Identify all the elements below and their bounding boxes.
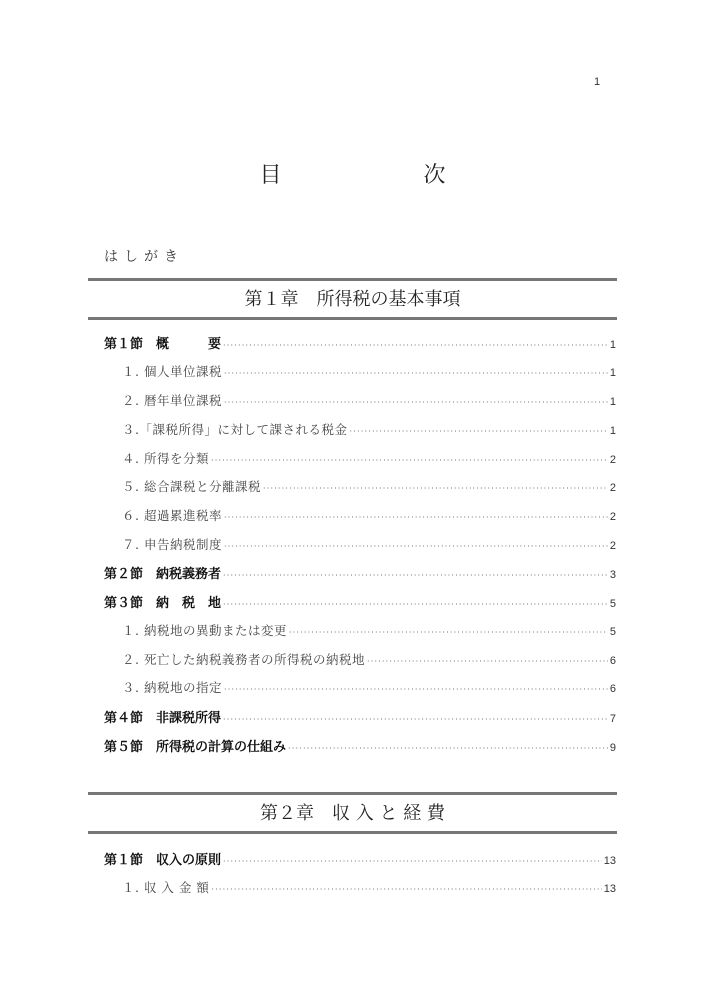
toc-entry[interactable] — [122, 506, 616, 528]
dot-leader — [224, 685, 608, 694]
dot-leader — [224, 542, 608, 551]
dot-leader — [211, 885, 601, 894]
toc-entry-label: １. 納税地の異動または変更 — [122, 623, 287, 638]
toc-entry-page: 7 — [609, 713, 616, 725]
toc-title-text: 目 次 — [259, 163, 506, 188]
toc-entry-label: 第４節 非課税所得 — [104, 711, 222, 726]
toc-entry-label: 第５節 所得税の計算の仕組み — [104, 740, 287, 755]
toc-entry-page: 3 — [609, 569, 616, 581]
toc-entry-label: ６. 超過累進税率 — [122, 508, 222, 523]
chapter-2-heading — [88, 792, 617, 834]
toc-entry-page: 5 — [609, 626, 616, 638]
preface-link[interactable]: はしがき — [104, 249, 184, 265]
toc-entry-page: 5 — [609, 598, 616, 610]
toc-entry-page: 1 — [609, 367, 616, 379]
toc-entry[interactable] — [122, 621, 616, 643]
dot-leader — [349, 427, 607, 436]
toc-entry-page: 2 — [609, 454, 616, 466]
toc-entry[interactable] — [104, 563, 616, 585]
toc-entry-page: 13 — [603, 855, 616, 867]
dot-leader — [224, 398, 608, 407]
dot-leader — [223, 341, 608, 350]
toc-entry-label: 第１節 収入の原則 — [104, 853, 222, 868]
toc-entry-label: １. 個人単位課税 — [122, 364, 222, 379]
toc-entry-label: 第３節 納 税 地 — [104, 596, 222, 611]
toc-entry-page: 2 — [609, 511, 616, 523]
chapter-1-heading-text: 第１章 所得税の基本事項 — [244, 289, 461, 310]
dot-leader — [367, 657, 608, 666]
toc-entry-label: ３. 納税地の指定 — [122, 680, 222, 695]
toc-entry-label: 第２節 納税義務者 — [104, 567, 222, 582]
toc-entry-label: ２. 暦年単位課税 — [122, 393, 222, 408]
toc-entry-page: 1 — [609, 339, 616, 351]
toc-entry[interactable] — [104, 592, 616, 614]
toc-entry[interactable] — [122, 391, 616, 413]
dot-leader — [289, 628, 608, 637]
toc-entry-label: ２. 死亡した納税義務者の所得税の納税地 — [122, 652, 365, 667]
toc-entry[interactable] — [104, 333, 616, 355]
dot-leader — [223, 600, 608, 609]
dot-leader — [288, 744, 608, 753]
toc-title — [0, 158, 705, 189]
page-number: 1 — [594, 76, 601, 88]
toc-entry[interactable] — [122, 650, 616, 672]
dot-leader — [224, 369, 608, 378]
toc-entry[interactable] — [104, 849, 616, 871]
toc-entry-label: ４. 所得を分類 — [122, 451, 209, 466]
toc-entry[interactable] — [122, 878, 616, 900]
toc-entry-label: ５. 総合課税と分離課税 — [122, 479, 261, 494]
toc-entry[interactable] — [122, 420, 616, 442]
dot-leader — [211, 456, 608, 465]
dot-leader — [223, 715, 608, 724]
toc-entry-page: 1 — [609, 425, 616, 437]
toc-entry[interactable] — [122, 678, 616, 700]
dot-leader — [263, 484, 608, 493]
toc-entry[interactable] — [122, 477, 616, 499]
toc-entry-page: 13 — [603, 883, 616, 895]
toc-entry-page: 9 — [609, 742, 616, 754]
chapter-1-heading — [88, 278, 617, 320]
toc-entry[interactable] — [122, 362, 616, 384]
toc-entry[interactable] — [122, 535, 616, 557]
toc-entry-label: 第１節 概 要 — [104, 337, 222, 352]
toc-entry-page: 2 — [609, 540, 616, 552]
dot-leader — [224, 513, 608, 522]
dot-leader — [223, 571, 608, 580]
toc-entry[interactable] — [104, 736, 616, 758]
chapter-2-heading-text: 第２章 収 入 と 経 費 — [260, 803, 445, 824]
toc-entry-page: 6 — [609, 655, 616, 667]
toc-entry-page: 1 — [609, 396, 616, 408]
toc-entry-page: 6 — [609, 683, 616, 695]
toc-entry[interactable] — [104, 707, 616, 729]
toc-entry-label: ３.「課税所得」に対して課される税金 — [122, 422, 348, 437]
dot-leader — [223, 857, 602, 866]
toc-entry-label: １. 収 入 金 額 — [122, 880, 210, 895]
toc-entry[interactable] — [122, 449, 616, 471]
toc-entry-label: ７. 申告納税制度 — [122, 537, 222, 552]
toc-entry-page: 2 — [609, 482, 616, 494]
